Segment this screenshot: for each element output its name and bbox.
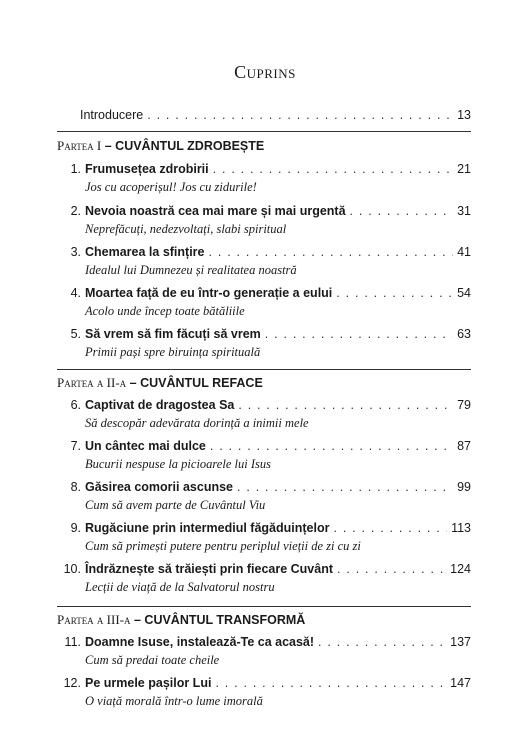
toc-entry[interactable] bbox=[57, 204, 471, 237]
dot-leader bbox=[210, 439, 453, 453]
entry-number: 5. bbox=[70, 327, 81, 341]
entry-number: 12. bbox=[63, 676, 81, 690]
entry-page: 31 bbox=[457, 204, 471, 218]
part-divider bbox=[57, 606, 471, 607]
dot-leader bbox=[333, 521, 447, 535]
entry-number: 7. bbox=[70, 439, 81, 453]
toc-entry[interactable] bbox=[57, 635, 471, 668]
entry-title: Rugăciune prin intermediul făgăduințelor bbox=[85, 521, 330, 535]
entry-subtitle: Lecții de viață de la Salvatorul nostru bbox=[85, 580, 275, 594]
entry-title: Să vrem să fim făcuți să vrem bbox=[85, 327, 261, 341]
entry-title: Găsirea comorii ascunse bbox=[85, 480, 233, 494]
entry-subtitle: Cum să primești putere pentru periplul vieții de zi cu zi bbox=[85, 539, 361, 553]
dot-leader bbox=[350, 204, 454, 218]
toc-entry[interactable] bbox=[57, 162, 471, 195]
entry-subtitle: Bucurii nespuse la picioarele lui Isus bbox=[85, 457, 271, 471]
entry-subtitle: Acolo unde încep toate bătăliile bbox=[85, 304, 245, 318]
entry-number: 10. bbox=[63, 562, 81, 576]
dot-leader bbox=[237, 480, 453, 494]
entry-subtitle: Cum să predai toate cheile bbox=[85, 653, 220, 667]
dot-leader bbox=[337, 562, 446, 576]
entry-page: 124 bbox=[450, 562, 471, 576]
toc-entry[interactable] bbox=[57, 521, 471, 554]
entry-number: 8. bbox=[70, 480, 81, 494]
part-heading-1: Partea I – CUVÂNTUL ZDROBEȘTE bbox=[57, 138, 265, 153]
entry-number: 4. bbox=[70, 286, 81, 300]
entry-title: Moartea față de eu într-o generație a eului bbox=[85, 286, 333, 300]
part-heading-2: Partea a II-a – CUVÂNTUL REFACE bbox=[57, 375, 263, 390]
entry-subtitle: Cum să avem parte de Cuvântul Viu bbox=[85, 498, 266, 512]
toc-entry[interactable] bbox=[57, 286, 471, 319]
entry-title: Doamne Isuse, instalează-Te ca acasă! bbox=[85, 635, 315, 649]
page-title: Cuprins bbox=[234, 62, 296, 82]
toc-intro[interactable] bbox=[80, 108, 471, 122]
intro-label: Introducere bbox=[80, 108, 144, 122]
entry-page: 79 bbox=[457, 398, 471, 412]
entry-page: 63 bbox=[457, 327, 471, 341]
entry-page: 147 bbox=[450, 676, 471, 690]
entry-number: 9. bbox=[70, 521, 81, 535]
part-divider bbox=[57, 369, 471, 370]
entry-number: 2. bbox=[70, 204, 81, 218]
entry-subtitle: Să descopăr adevărata dorință a inimii mele bbox=[85, 416, 309, 430]
dot-leader bbox=[336, 286, 453, 300]
toc-entry[interactable] bbox=[57, 327, 471, 360]
toc-entry[interactable] bbox=[57, 676, 471, 709]
entry-title: Un cântec mai dulce bbox=[85, 439, 206, 453]
dot-leader bbox=[215, 676, 446, 690]
dot-leader bbox=[265, 327, 453, 341]
dot-leader bbox=[147, 108, 453, 122]
entry-subtitle: Neprefăcuți, nedezvoltați, slabi spiritual bbox=[85, 222, 287, 236]
dot-leader bbox=[238, 398, 453, 412]
entry-number: 11. bbox=[64, 635, 81, 649]
entry-page: 41 bbox=[457, 245, 471, 259]
entry-subtitle: O viață morală într-o lume imorală bbox=[85, 694, 263, 708]
toc-entry[interactable] bbox=[57, 562, 471, 595]
toc-entry[interactable] bbox=[57, 480, 471, 513]
entry-page: 137 bbox=[450, 635, 471, 649]
entry-page: 21 bbox=[457, 162, 471, 176]
entry-title: Chemarea la sfințire bbox=[85, 245, 205, 259]
entry-title: Frumusețea zdrobirii bbox=[85, 162, 209, 176]
part-divider bbox=[57, 131, 471, 132]
toc-entry[interactable] bbox=[57, 439, 471, 472]
entry-number: 6. bbox=[70, 398, 81, 412]
entry-subtitle: Primii pași spre biruința spirituală bbox=[85, 345, 261, 359]
dot-leader bbox=[213, 162, 453, 176]
entry-page: 113 bbox=[451, 521, 471, 535]
entry-number: 1. bbox=[70, 162, 81, 176]
entry-page: 87 bbox=[457, 439, 471, 453]
dot-leader bbox=[318, 635, 446, 649]
entry-subtitle: Idealul lui Dumnezeu și realitatea noastră bbox=[85, 263, 297, 277]
intro-page: 13 bbox=[457, 108, 471, 122]
entry-number: 3. bbox=[70, 245, 81, 259]
entry-title: Captivat de dragostea Sa bbox=[85, 398, 235, 412]
toc-entry[interactable] bbox=[57, 398, 471, 431]
entry-page: 54 bbox=[457, 286, 471, 300]
toc-entry[interactable] bbox=[57, 245, 471, 278]
part-heading-3: Partea a III-a – CUVÂNTUL TRANSFORMĂ bbox=[57, 612, 306, 627]
entry-subtitle: Jos cu acoperișul! Jos cu zidurile! bbox=[85, 180, 257, 194]
entry-page: 99 bbox=[457, 480, 471, 494]
dot-leader bbox=[209, 245, 454, 259]
entry-title: Nevoia noastră cea mai mare și mai urgentă bbox=[85, 204, 346, 218]
entry-title: Pe urmele pașilor Lui bbox=[85, 676, 212, 690]
entry-title: Îndrăznește să trăiești prin fiecare Cuvânt bbox=[85, 562, 334, 576]
